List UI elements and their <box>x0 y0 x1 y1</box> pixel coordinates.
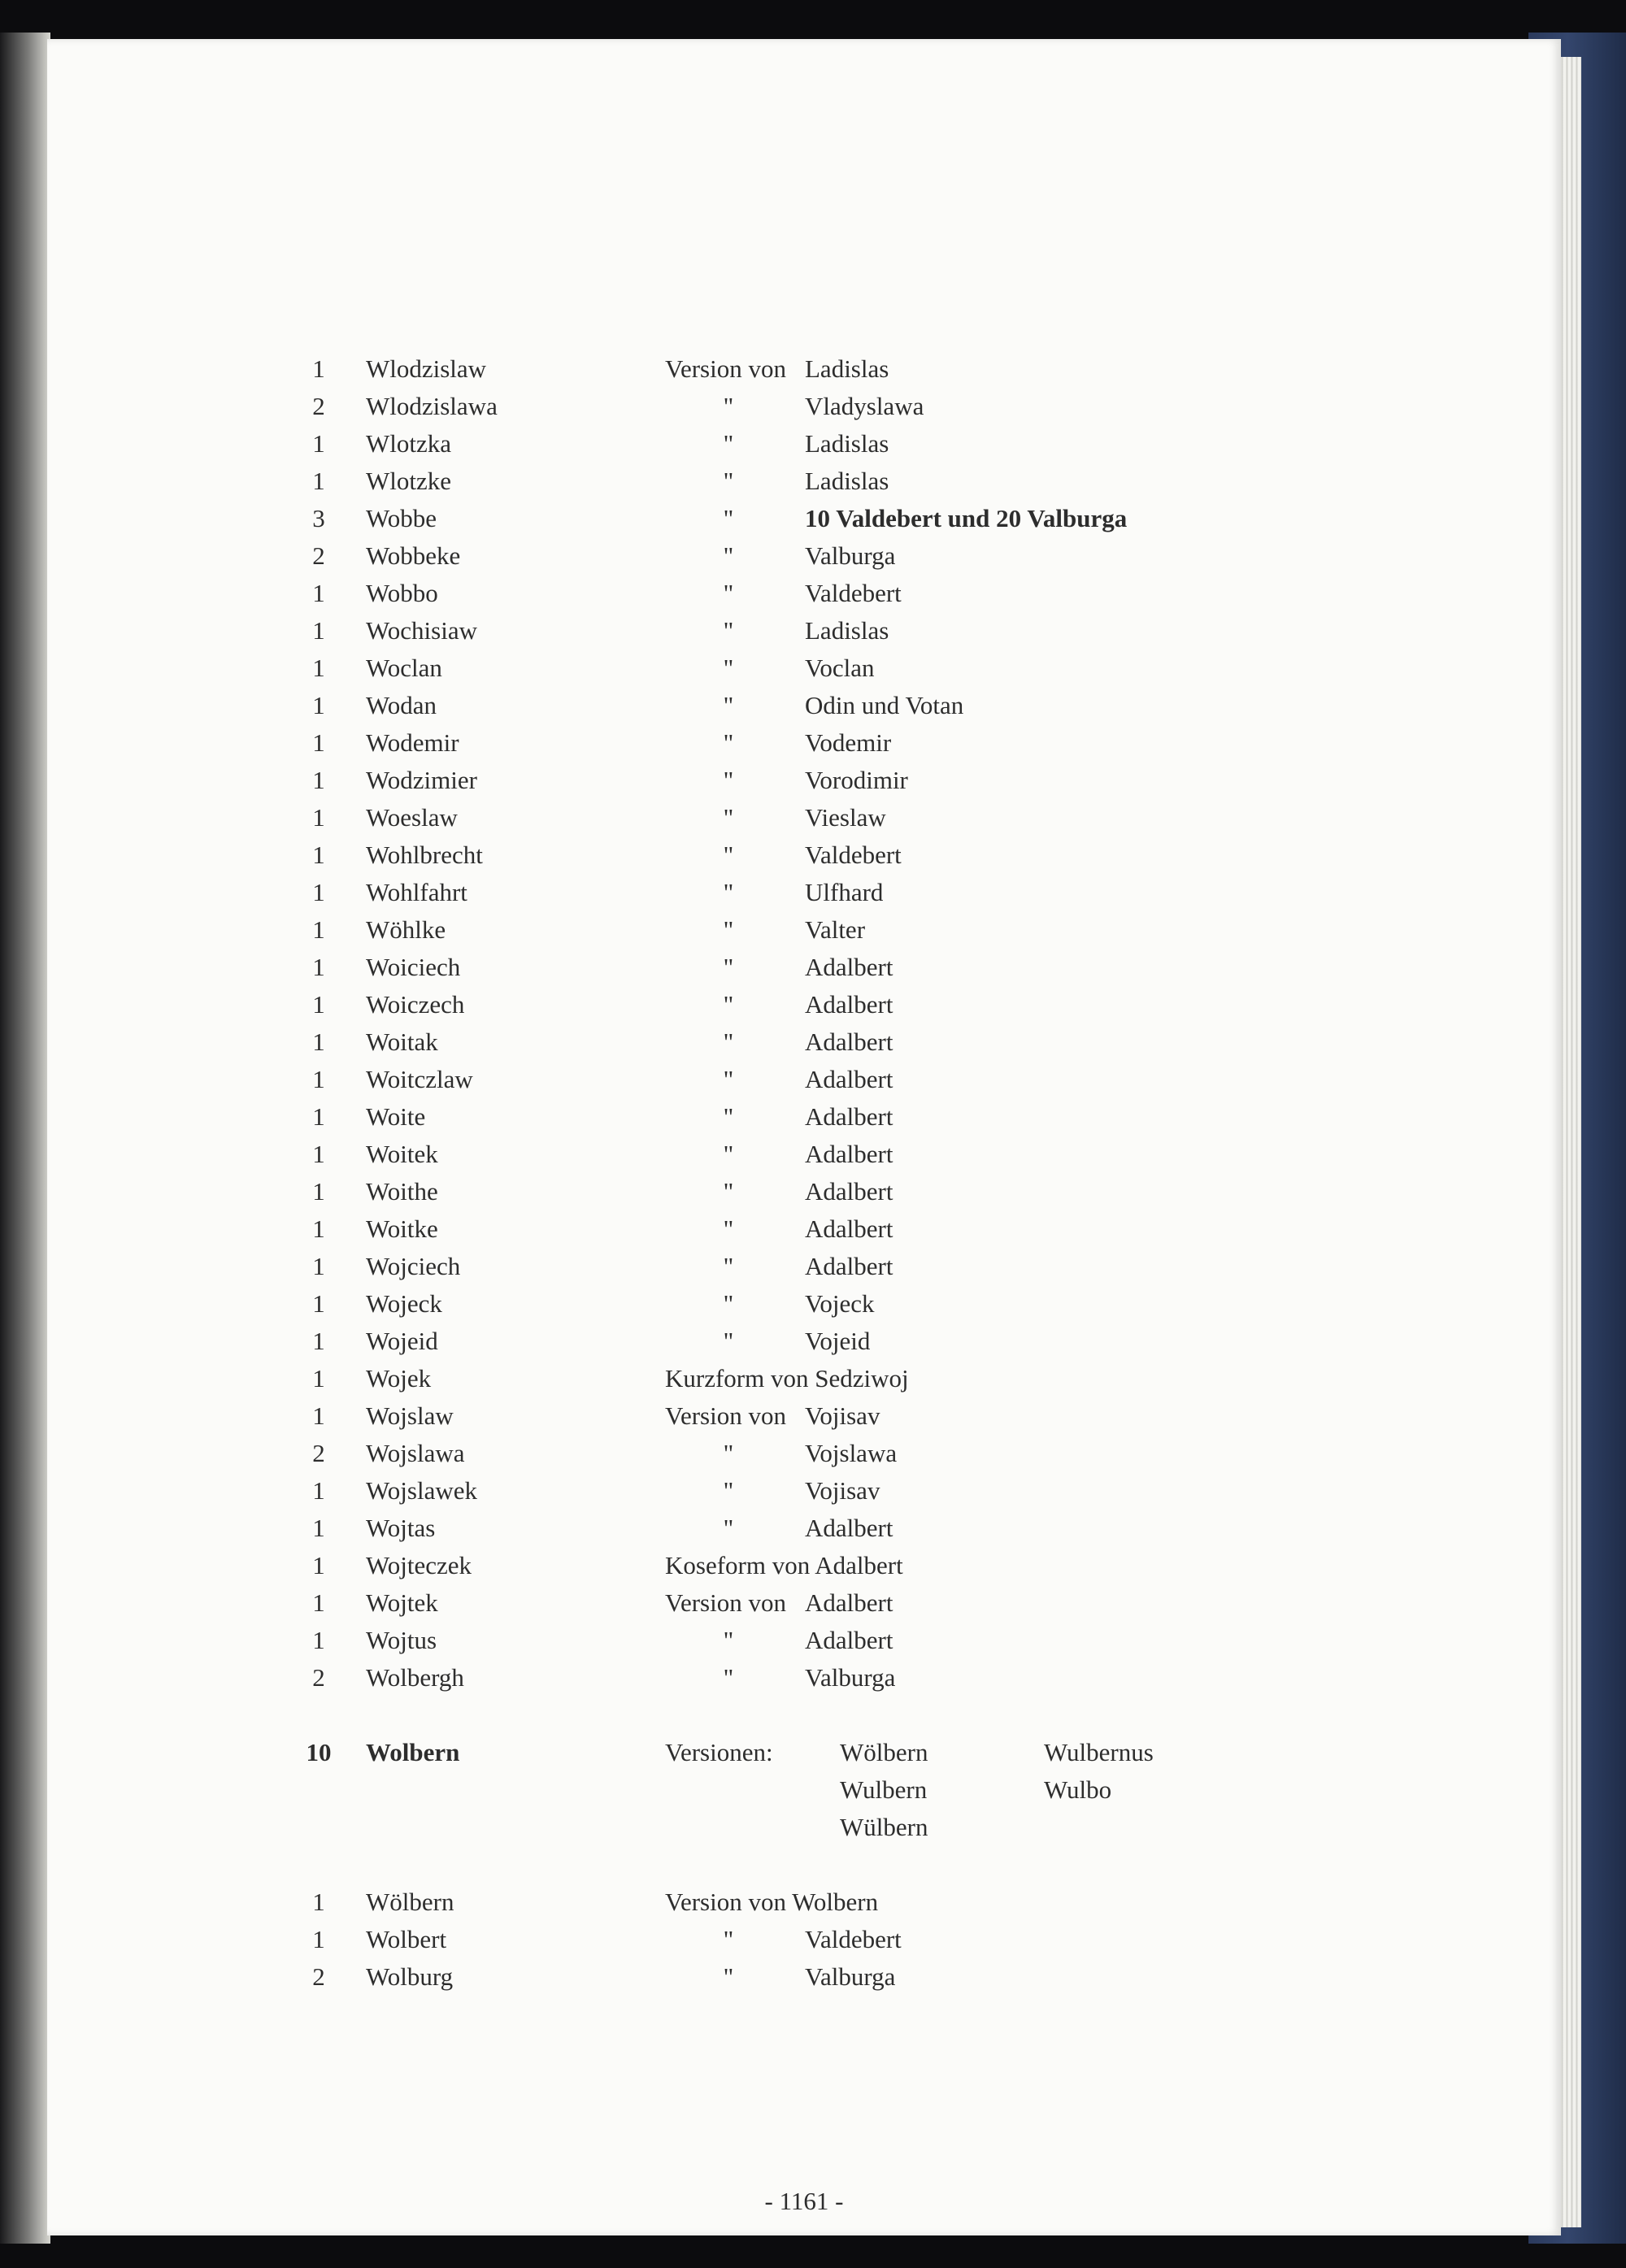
list-item <box>47 841 1561 878</box>
entry-value: Adalbert <box>805 1028 893 1056</box>
entry-name: Woitczlaw <box>366 1065 473 1093</box>
entry-count: 1 <box>312 1626 325 1654</box>
entry-relation: Koseform von Adalbert <box>665 1551 903 1579</box>
entry-value: Vojisav <box>805 1476 880 1505</box>
entry-relation: Version von Wolbern <box>665 1888 879 1916</box>
ditto-mark: " <box>723 1252 734 1280</box>
version-name: Wulbernus <box>1044 1738 1154 1766</box>
entry-value: Valdebert <box>805 841 902 869</box>
header-entry <box>47 1738 1561 1775</box>
ditto-mark: " <box>723 1925 734 1953</box>
entry-count: 1 <box>312 429 325 458</box>
ditto-mark: " <box>723 878 734 906</box>
ditto-mark: " <box>723 803 734 832</box>
entry-name: Wochisiaw <box>366 616 477 645</box>
entry-count: 1 <box>312 579 325 607</box>
entry-name: Wojteczek <box>366 1551 472 1579</box>
entry-name: Wohlfahrt <box>366 878 467 906</box>
entry-name: Wobbeke <box>366 541 461 570</box>
entry-count: 1 <box>312 1551 325 1579</box>
version-name: Wölbern <box>840 1738 928 1766</box>
list-item <box>47 915 1561 953</box>
list-item <box>47 953 1561 990</box>
entry-name: Wohlbrecht <box>366 841 483 869</box>
entry-name: Wojciech <box>366 1252 461 1280</box>
entry-name: Woithe <box>366 1177 438 1206</box>
list-item <box>47 1663 1561 1701</box>
entry-count: 1 <box>312 1925 325 1953</box>
entry-value: Adalbert <box>805 990 893 1019</box>
entry-count: 1 <box>312 1102 325 1131</box>
list-item <box>47 990 1561 1028</box>
entry-count: 1 <box>312 1514 325 1542</box>
entry-value: Vojslawa <box>805 1439 898 1467</box>
entry-name: Woiczech <box>366 990 465 1019</box>
list-item <box>47 1888 1561 1925</box>
entry-name: Wojtus <box>366 1626 437 1654</box>
entry-relation: Kurzform von Sedziwoj <box>665 1364 909 1393</box>
list-item <box>47 1962 1561 2000</box>
entry-name: Wodzimier <box>366 766 477 794</box>
entry-count: 1 <box>312 1476 325 1505</box>
entry-name: Wojslaw <box>366 1401 454 1430</box>
ditto-mark: " <box>723 728 734 757</box>
entry-count: 1 <box>312 1177 325 1206</box>
header-entry-label: Versionen: <box>665 1738 773 1766</box>
list-item <box>47 1364 1561 1401</box>
entry-name: Wodan <box>366 691 437 719</box>
list-item <box>47 1102 1561 1140</box>
entry-name: Woite <box>366 1102 426 1131</box>
ditto-mark: " <box>723 504 734 532</box>
list-item <box>47 1140 1561 1177</box>
book-page <box>47 39 1561 2235</box>
header-entry-count: 10 <box>306 1738 332 1766</box>
ditto-mark: " <box>723 1065 734 1093</box>
list-item <box>47 1401 1561 1439</box>
header-entry-name: Wolbern <box>366 1738 460 1766</box>
ditto-mark: " <box>723 654 734 682</box>
list-item <box>47 392 1561 429</box>
entry-name: Wojtas <box>366 1514 436 1542</box>
list-item <box>47 1028 1561 1065</box>
entry-value: Adalbert <box>805 1252 893 1280</box>
entry-value: Valter <box>805 915 866 944</box>
entry-count: 1 <box>312 1140 325 1168</box>
entry-name: Wojslawa <box>366 1439 465 1467</box>
version-name: Wülbern <box>840 1813 928 1841</box>
entry-count: 2 <box>312 1439 325 1467</box>
ditto-mark: " <box>723 1140 734 1168</box>
list-item <box>47 1551 1561 1588</box>
ditto-mark: " <box>723 616 734 645</box>
entry-name: Wlotzke <box>366 467 452 495</box>
entry-value: Adalbert <box>805 1065 893 1093</box>
entry-count: 1 <box>312 616 325 645</box>
list-item <box>47 1214 1561 1252</box>
list-item <box>47 1514 1561 1551</box>
entry-value: Valdebert <box>805 1925 902 1953</box>
list-item <box>47 1327 1561 1364</box>
entry-name: Wodemir <box>366 728 459 757</box>
header-entry-versions-line <box>47 1775 1561 1813</box>
entry-value: Voclan <box>805 654 875 682</box>
ditto-mark: " <box>723 953 734 981</box>
ditto-mark: " <box>723 841 734 869</box>
list-item <box>47 766 1561 803</box>
entry-count: 1 <box>312 990 325 1019</box>
entry-name: Woclan <box>366 654 442 682</box>
entry-value: Adalbert <box>805 1626 893 1654</box>
list-item <box>47 878 1561 915</box>
entry-count: 1 <box>312 1252 325 1280</box>
entry-value: Adalbert <box>805 1140 893 1168</box>
entry-value: Ladislas <box>805 616 889 645</box>
entry-name: Wojeid <box>366 1327 438 1355</box>
ditto-mark: " <box>723 1102 734 1131</box>
entry-count: 1 <box>312 841 325 869</box>
entry-value: Ladislas <box>805 429 889 458</box>
entry-name: Wolburg <box>366 1962 454 1991</box>
list-item <box>47 579 1561 616</box>
entry-value: Adalbert <box>805 1588 893 1617</box>
entry-count: 1 <box>312 1588 325 1617</box>
list-item <box>47 429 1561 467</box>
ditto-mark: " <box>723 1327 734 1355</box>
list-item <box>47 1439 1561 1476</box>
entry-value: Vojeck <box>805 1289 875 1318</box>
entry-name: Wlotzka <box>366 429 452 458</box>
entry-value: Valdebert <box>805 579 902 607</box>
entry-value: Adalbert <box>805 1177 893 1206</box>
ditto-mark: " <box>723 1289 734 1318</box>
ditto-mark: " <box>723 766 734 794</box>
list-item <box>47 1476 1561 1514</box>
list-item <box>47 654 1561 691</box>
entry-name: Woeslaw <box>366 803 458 832</box>
entry-value: Ladislas <box>805 354 889 383</box>
entry-relation: Version von <box>665 354 786 383</box>
entry-count: 1 <box>312 1289 325 1318</box>
list-item <box>47 1065 1561 1102</box>
entry-name: Wojeck <box>366 1289 442 1318</box>
ditto-mark: " <box>723 1177 734 1206</box>
version-name: Wulbern <box>840 1775 928 1804</box>
entry-count: 1 <box>312 654 325 682</box>
entry-count: 1 <box>312 915 325 944</box>
list-item <box>47 1588 1561 1626</box>
entry-count: 1 <box>312 467 325 495</box>
entry-value: Vojeid <box>805 1327 871 1355</box>
list-item <box>47 803 1561 841</box>
entry-count: 1 <box>312 1401 325 1430</box>
entry-count: 1 <box>312 803 325 832</box>
ditto-mark: " <box>723 691 734 719</box>
list-item <box>47 467 1561 504</box>
entry-name: Wojslawek <box>366 1476 477 1505</box>
entry-name: Wolbergh <box>366 1663 464 1692</box>
entry-count: 1 <box>312 354 325 383</box>
entry-count: 1 <box>312 1888 325 1916</box>
entry-name: Wolbert <box>366 1925 447 1953</box>
entry-count: 1 <box>312 953 325 981</box>
entry-count: 3 <box>312 504 325 532</box>
page-number: - 1161 - <box>764 2187 844 2215</box>
ditto-mark: " <box>723 1514 734 1542</box>
ditto-mark: " <box>723 1663 734 1692</box>
ditto-mark: " <box>723 1439 734 1467</box>
list-item <box>47 1289 1561 1327</box>
entry-count: 2 <box>312 1663 325 1692</box>
list-item <box>47 728 1561 766</box>
entry-value: Vojisav <box>805 1401 880 1430</box>
entry-value: Ulfhard <box>805 878 884 906</box>
ditto-mark: " <box>723 429 734 458</box>
entry-value: Valburga <box>805 1663 896 1692</box>
list-item <box>47 691 1561 728</box>
ditto-mark: " <box>723 1214 734 1243</box>
entry-name: Wobbe <box>366 504 437 532</box>
entry-name: Wojtek <box>366 1588 438 1617</box>
entry-value: Valburga <box>805 1962 896 1991</box>
ditto-mark: " <box>723 1626 734 1654</box>
entry-count: 1 <box>312 1214 325 1243</box>
ditto-mark: " <box>723 1476 734 1505</box>
ditto-mark: " <box>723 579 734 607</box>
entry-value: Adalbert <box>805 1514 893 1542</box>
entry-value: Adalbert <box>805 1102 893 1131</box>
list-item <box>47 1626 1561 1663</box>
entry-count: 1 <box>312 1364 325 1393</box>
entry-count: 1 <box>312 766 325 794</box>
ditto-mark: " <box>723 392 734 420</box>
entry-value: Vladyslawa <box>805 392 924 420</box>
entry-name: Wölbern <box>366 1888 454 1916</box>
list-item <box>47 541 1561 579</box>
list-item <box>47 616 1561 654</box>
ditto-mark: " <box>723 467 734 495</box>
entry-count: 2 <box>312 1962 325 1991</box>
list-item <box>47 1252 1561 1289</box>
entry-value: Adalbert <box>805 953 893 981</box>
entry-value: Ladislas <box>805 467 889 495</box>
entry-name: Woitek <box>366 1140 438 1168</box>
entry-relation: Version von <box>665 1401 786 1430</box>
header-entry-versions-line <box>47 1813 1561 1850</box>
entry-name: Wöhlke <box>366 915 446 944</box>
entry-count: 1 <box>312 1327 325 1355</box>
ditto-mark: " <box>723 915 734 944</box>
version-name: Wulbo <box>1044 1775 1112 1804</box>
ditto-mark: " <box>723 1028 734 1056</box>
entry-relation: Version von <box>665 1588 786 1617</box>
ditto-mark: " <box>723 990 734 1019</box>
entry-name: Wojek <box>366 1364 432 1393</box>
entry-name: Wobbo <box>366 579 438 607</box>
entry-count: 1 <box>312 1065 325 1093</box>
list-item <box>47 504 1561 541</box>
entry-value: Odin und Votan <box>805 691 964 719</box>
entry-count: 1 <box>312 728 325 757</box>
entry-value: Vieslaw <box>805 803 886 832</box>
entry-count: 2 <box>312 541 325 570</box>
book-spine-left <box>0 33 50 2244</box>
entry-count: 1 <box>312 878 325 906</box>
ditto-mark: " <box>723 1962 734 1991</box>
entry-count: 1 <box>312 691 325 719</box>
entry-value: Vodemir <box>805 728 892 757</box>
entry-name: Wlodzislawa <box>366 392 498 420</box>
entry-value: Vorodimir <box>805 766 908 794</box>
entry-value: 10 Valdebert und 20 Valburga <box>805 504 1128 532</box>
list-item <box>47 354 1561 392</box>
list-item <box>47 1177 1561 1214</box>
list-item <box>47 1925 1561 1962</box>
entry-name: Woitak <box>366 1028 438 1056</box>
entry-name: Woiciech <box>366 953 461 981</box>
entry-count: 1 <box>312 1028 325 1056</box>
entry-name: Wlodzislaw <box>366 354 487 383</box>
entry-value: Adalbert <box>805 1214 893 1243</box>
entry-count: 2 <box>312 392 325 420</box>
entry-value: Valburga <box>805 541 896 570</box>
ditto-mark: " <box>723 541 734 570</box>
entry-name: Woitke <box>366 1214 438 1243</box>
